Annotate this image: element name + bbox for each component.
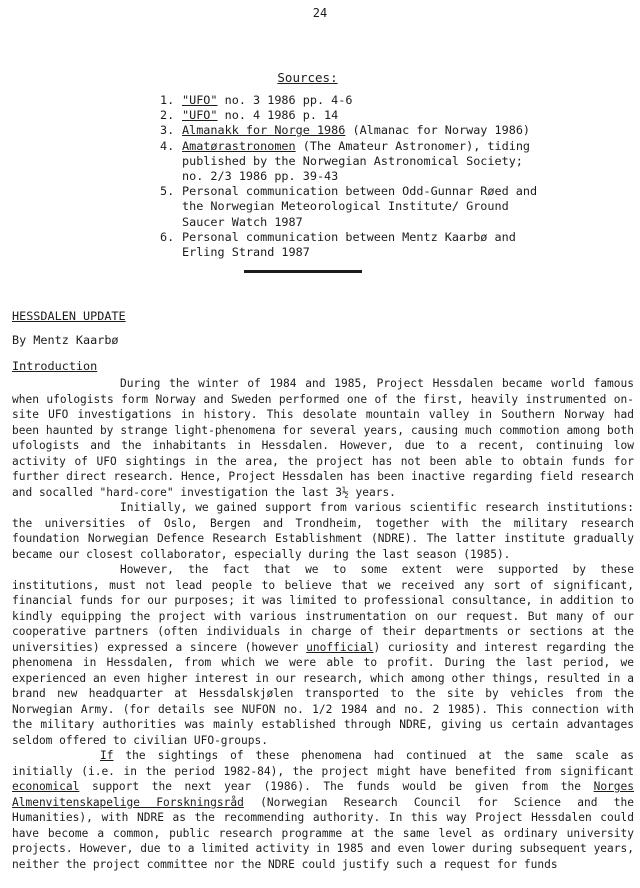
source-item: 1. "UFO" no. 3 1986 pp. 4-6 [160,93,353,107]
sources-heading: Sources: [277,70,338,85]
source-item: 2. "UFO" no. 4 1986 p. 14 [160,108,339,123]
source-item: 3. Almanakk for Norge 1986 (Almanac for Norway 1986) [160,123,531,138]
article-title: HESSDALEN UPDATE [12,309,126,323]
source-item: 5. Personal communication between Odd-Gunnar Røed and the Norwegian Meteorological Institute/ Ground Saucer Watch 1987 [160,184,538,229]
source-item: 4. Amatørastronomen (The Amateur Astronomer), tiding published by the Norwegian Astronomical Society; no. 2/3 1986 pp. 39-43 [160,138,531,184]
page-number: 24 [312,6,328,20]
paragraph: Initially, we gained support from various scientific research institutions: the universities of Oslo, Bergen and Trondheim, together with the military research foundation Norwegian Defence Research Establishment (NDRE). The latter institute gradually became our closest collaborator, especially during the last season (1985). [12,501,634,561]
source-item: 6. Personal communication between Mentz Kaarbø and Erling Strand 1987 [160,229,516,260]
sources-list [160,93,540,260]
section-divider [244,270,362,273]
section-heading: Introduction [12,359,98,373]
byline: By Mentz Kaarbø [12,333,119,347]
paragraph: If the sightings of these phenomena had continued at the same scale as initially (i.e. in the period 1982-84), the project might have benefited from significant economical support the next year (1986). The funds would be given from the Norges Almenvitenskapelige Forskningsråd (Norwegian Research Council for Science and the Humanities), with NDRE as the recommending authority. In this way Project Hessdalen could have become a common, public research programme at the same level as ordinary university projects. However, due to a limited activity in 1985 and even lower during subsequent years, neither the project committee nor the NDRE could justify such a request for funds [12,749,634,871]
paragraph: However, the fact that we to some extent were supported by these institutions, must not lead people to believe that we received any sort of significant, financial funds for our purposes; it was limited to professional consultance, in addition to kindly equipping the project with various instrumentation on our request. But many of our cooperative partners (often individuals in charge of their departments or sections at the universities) expressed a sincere (however unofficial) curiosity and interest regarding the phenomena in Hessdalen, from which we were able to profit. During the last period, we experienced an even higher interest in our research, which among other things, resulted in a brand new headquarter at Hessdalskjølen transported to the site by vehicles from the Norwegian Army. (for details see NUFON no. 1/2 1984 and no. 2 1985). This connection with the military authorities was mainly established through NDRE, giving us certain advantages seldom offered to civilian UFO-groups. [12,563,634,747]
article-body [12,376,634,872]
paragraph: During the winter of 1984 and 1985, Project Hessdalen became world famous when ufologists form Norway and Sweden performed one of the first, heavily instrumented on-site UFO investigations in history. This desolate mountain valley in Southern Norway had been haunted by strange light-phenomena for several years, causing much commotion among both ufologists and the inhabitants in Hessdalen. However, due to a recent, continuing low activity of UFO sightings in the area, the project has not been able to obtain funds for further direct research. Hence, Project Hessdalen has been inactive regarding field research and socalled "hard-core" investigation the last 3½ years. [12,377,634,499]
